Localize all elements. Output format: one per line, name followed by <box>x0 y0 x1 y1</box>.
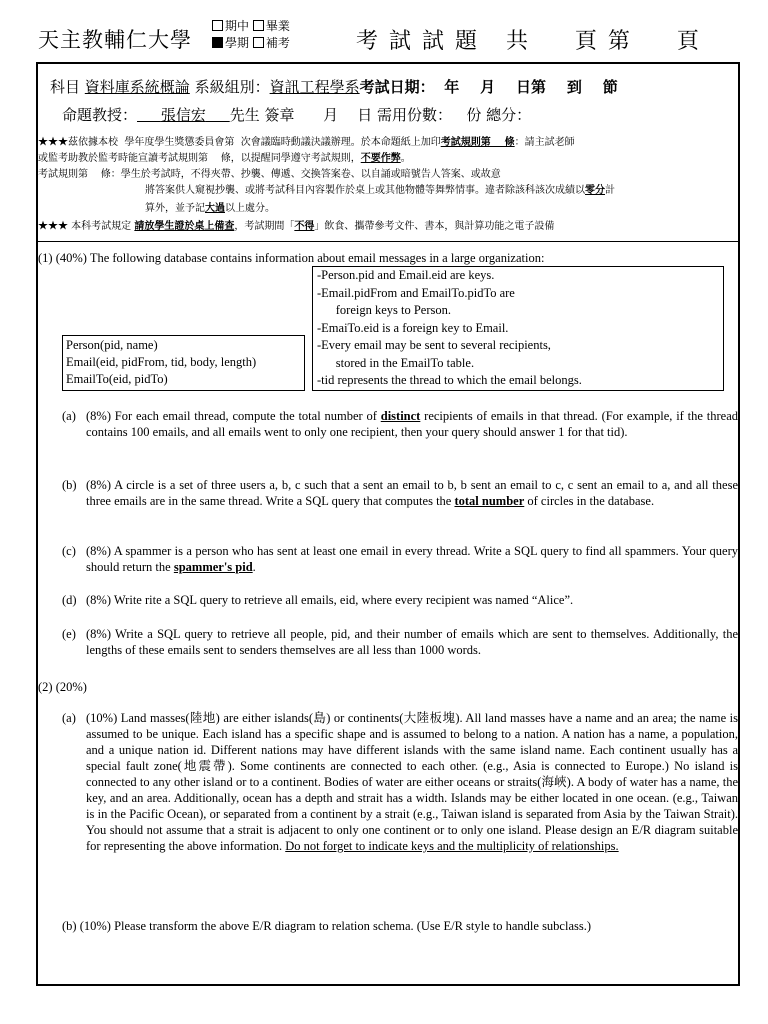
q1a <box>62 408 738 440</box>
q2-heading: (2) (20%) <box>38 680 87 694</box>
rules-divider <box>36 241 740 242</box>
schema-line: Email(eid, pidFrom, tid, body, length) <box>66 355 257 369</box>
semester-label: 學期 <box>225 36 250 50</box>
q1d <box>62 592 738 608</box>
constraint-line: -Email.pidFrom and EmailTo.pidTo are <box>317 285 515 300</box>
exam-date-units: 年 月 日第 到 節 <box>444 78 618 96</box>
exam-title: 考 試 試 題 共 頁 第 頁 <box>356 29 701 54</box>
q1b <box>62 477 738 509</box>
sign-label: 簽章 <box>264 106 295 124</box>
professor-row <box>62 104 531 125</box>
schema-box <box>62 335 305 391</box>
constraint-line: -Every email may be sent to several recipients, <box>317 338 551 352</box>
semester-checkbox[interactable] <box>212 37 223 48</box>
midterm-label: 期中 <box>225 19 250 33</box>
exam-type-row-1 <box>212 18 290 35</box>
q2a-text: (10%) Land masses(陸地) are either islands(島) or continents(大陸板塊). All land masses have a name and an area; the name is assumed to be unique. Each island has a specific shape and is assumed to belong to a nation. A nation has a name, a population, and a unique nation id. Different nations may have different islands with the same island name. Each continent usually has a special fault zone(地震帶). Some continents are connected to each other. (e.g., Asia is connected to Europe.) No island is connected to any other island or to a continent. Bodies of water are either oceans or straits(海峽). A body of water has a name, the key, and an area. Additionally, ocean has a depth and strait has a width. Islands may be either located in one ocean. (e.g., Taiwan is in the Pacific Ocean), or separated from a continent by a strait (e.g., Taiwan island is separated from Asia by the Taiwan Strait). You should not assume that a strait is adjacent to only one continent or to only one island. Please design an E/R diagram suitable for representing the above information. Do not forget to indicate keys and the multiplicity of relationships. <box>86 711 738 853</box>
dept-label: 系級組別： <box>194 78 270 96</box>
q1c <box>62 543 738 575</box>
q1b-label: (b) <box>62 478 77 492</box>
q1d-label: (d) <box>62 593 77 607</box>
q1a-label: (a) <box>62 409 76 423</box>
q1-heading: (1) (40%) The following database contains information about email messages in a large organization: <box>38 251 545 265</box>
q1c-label: (c) <box>62 544 76 558</box>
constraint-line: foreign keys to Person. <box>317 303 452 317</box>
copies-label: 需用份數： <box>377 106 453 124</box>
rule-line-1: ★★★茲依據本校 學年度學生獎懲委員會第 次會議臨時動議決議辦理。於本命題紙上加印考試規則第 條：請主試老師 <box>38 137 575 148</box>
constraint-line: -tid represents the thread to which the email belongs. <box>317 373 582 387</box>
constraint-line: -Person.pid and Email.eid are keys. <box>317 268 495 282</box>
constraint-line: -EmaiTo.eid is a foreign key to Email. <box>317 320 509 335</box>
professor-label: 命題教授： <box>62 106 138 124</box>
rule-line-5: 算外，並予記大過以上處分。 <box>145 203 275 214</box>
q1e-text: (8%) Write a SQL query to retrieve all people, pid, and their number of emails which are sent to themselves. Additionally, the lengths of these emails sent to senders themselves are all less than 1000 words. <box>86 627 738 657</box>
dept-value: 資訊工程學系 <box>269 78 360 96</box>
q1e <box>62 626 738 658</box>
q2b-label: (b) <box>62 919 77 933</box>
exam-type-row-2 <box>212 35 290 52</box>
rule-line-2: 或監考助教於監考時能宣讀考試規則第 條，以提醒同學遵守考試規則，不要作弊。 <box>38 153 411 164</box>
q1e-label: (e) <box>62 627 76 641</box>
q1c-text: (8%) A spammer is a person who has sent at least one email in every thread. Write a SQL query to find all spammers. Your query should return the spammer's pid. <box>86 544 738 574</box>
makeup-checkbox[interactable] <box>253 37 264 48</box>
copies-unit: 份 <box>466 106 482 124</box>
midterm-checkbox[interactable] <box>212 20 223 31</box>
q1a-text: (8%) For each email thread, compute the total number of distinct recipients of emails in that thread. (For example, if the thread contains 100 emails, and all emails went to only one recipient, then your query should answer 1 for that tid). <box>86 409 738 439</box>
schema-line: Person(pid, name) <box>66 338 158 352</box>
course-info-row <box>50 76 618 97</box>
q2a <box>62 710 738 854</box>
constraint-line: stored in the EmailTo table. <box>317 355 475 370</box>
professor-value: 張信宏 <box>160 106 206 124</box>
q1d-text: (8%) Write rite a SQL query to retrieve all emails, eid, where every recipient was named “Alice”. <box>86 593 574 607</box>
constraints-box <box>312 266 724 391</box>
university-name: 天主教輔仁大學 <box>38 28 192 52</box>
total-score-label: 總分： <box>486 106 532 124</box>
graduation-checkbox[interactable] <box>253 20 264 31</box>
q1b-text: (8%) A circle is a set of three users a, b, c such that a sent an email to b, b sent an email to c, c sent an email to a, and all these three emails are in the same thread. Write a SQL query that computes the total number of circles in the database. <box>86 478 738 508</box>
graduation-label: 畢業 <box>265 19 290 33</box>
mister-label: 先生 <box>229 106 260 124</box>
q2b <box>62 918 591 934</box>
subject-value: 資料庫系統概論 <box>84 78 190 96</box>
q2a-label: (a) <box>62 711 76 725</box>
makeup-label: 補考 <box>265 36 290 50</box>
exam-date-label: 考試日期： <box>359 78 435 96</box>
exam-type-options <box>212 18 290 52</box>
subject-label: 科目 <box>50 78 81 96</box>
rule-line-4: 將答案供人窺視抄襲、或將考試科目內容製作於桌上或其他物體等舞弊情事。違者除該科該次成績以零分計 <box>145 185 615 196</box>
rule-line-6: ★★★ 本科考試規定 請放學生證於桌上備查，考試期間「不得」飲食、攜帶參考文件、書本，與計算功能之電子設備 <box>38 221 555 232</box>
schema-line: EmailTo(eid, pidTo) <box>66 372 168 386</box>
q2b-text: (10%) Please transform the above E/R diagram to relation schema. (Use E/R style to handle subclass.) <box>79 919 592 933</box>
sign-date: 月 日 <box>323 106 373 124</box>
rule-line-3: 考試規則第 條：學生於考試時，不得夾帶、抄襲、傳遞、交換答案卷、以自誦或暗號告人答案、或故意 <box>38 169 501 180</box>
